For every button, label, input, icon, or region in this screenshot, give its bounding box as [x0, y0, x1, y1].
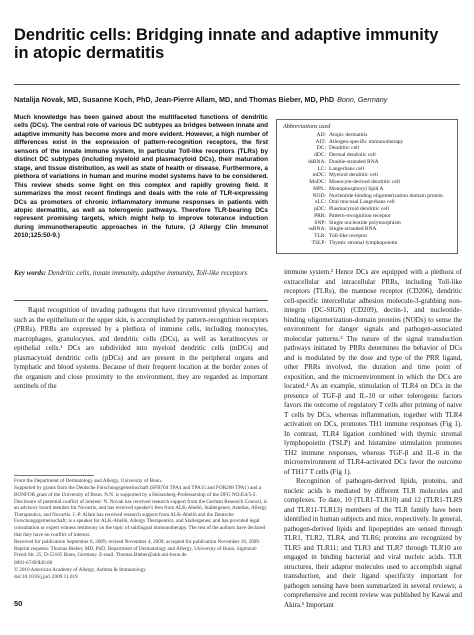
footnote-affiliation: From the Department of Dermatology and Allergy, University of Bonn. — [14, 478, 163, 484]
abbreviation-row — [277, 152, 457, 159]
abbreviation-term: LC: — [317, 165, 326, 172]
abbreviation-row — [277, 166, 457, 173]
footnote-copyright: © 2010 American Academy of Allergy, Asthma & Immunology — [14, 566, 146, 573]
keywords-divider — [14, 300, 268, 301]
abbreviation-term: TLR: — [314, 233, 326, 240]
abbreviation-definition: Monocyte-derived dendritic cell — [329, 179, 400, 186]
abbreviation-definition: Thymic stromal lymphopoietin — [329, 239, 398, 246]
abbreviation-term: DC: — [316, 145, 326, 152]
title-divider — [14, 84, 460, 85]
abbreviation-definition: Atopic dermatitis — [329, 132, 368, 138]
body-paragraph: Rapid recognition of invading pathogens that have circumvented physical barriers, such as the epithelium or the upper skin, is accomplished by pattern-recognition receptors (PRRs). PRRs are expressed by a plethora of immune cells, including monocytes, macrophages, granulocytes, and dendritic cells (DCs), as well as keratinocytes or epithelial cells.¹ DCs are subdivided into myeloid dendritic cells (mDCs) and plasmacytoid dendritic cells (pDCs) and are present in the peripheral organs and lymphatic and blood systems. Because of their frequent location at the border zones of the organism and close proximity to the environment, they are regarded as important sentinels of the — [14, 306, 268, 390]
body-right-column — [284, 268, 462, 610]
abbreviation-definition: Myeloid dendritic cell — [329, 172, 378, 179]
abbreviation-term: mDC: — [312, 172, 326, 179]
abbreviation-term: SNP: — [314, 219, 326, 226]
abbreviation-definition: Pattern-recognition receptor — [329, 212, 391, 219]
abbreviation-definition: Toll-like receptor — [329, 233, 368, 240]
footnote-doi: doi:10.1016/j.jaci.2009.11.019 — [14, 573, 78, 580]
author-line — [14, 95, 460, 104]
abbreviation-row — [277, 159, 457, 166]
abbreviation-row — [277, 213, 457, 220]
abbreviation-term: PRR: — [314, 212, 326, 219]
abstract: Much knowledge has been gained about the multifaceted functions of dendritic cells (DCs). The central role of various DC subtypes as bridges between innate and adaptive immunity has become more and more evident. However, a high number of differences exist in the expression of pattern-recognition receptors, the first sensors of the innate immune system, in particular Toll-like receptors (TLRs) by distinct DC subtypes (including myeloid and plasmacytoid DCs), their maturation stage, and tissue distribution, as well as state of health or disease. Furthermore, a plethora of variations in human and murine model systems have to be considered. This review sheds some light on this complex and rapidly growing field. It summarizes the most recent findings and deals with the role of TLR-expressing DCs as promoters of chronic inflammatory immune responses in patients with atopic dermatitis, as well as tolerogenic pathways. Therefore TLR-bearing DCs represent promising targets, which might help to improve tolerance induction during immunotherapeutic approaches in the future. (J Allergy Clin Immunol 2010;125:50-9.) — [14, 114, 268, 240]
abbreviation-definition: Monophosphoryl lipid A — [329, 185, 384, 192]
abbreviation-definition: Plasmacytoid dendritic cell — [329, 206, 389, 213]
authors: Natalija Novak, MD, Susanne Koch, PhD, Jean-Pierre Allam, MD, and Thomas Bieber, MD, PhD — [14, 95, 335, 104]
abbreviation-definition: Single-stranded RNA — [329, 226, 377, 233]
abbreviation-row — [277, 139, 457, 146]
abbreviation-term: dsRNA: — [307, 158, 326, 165]
keywords-label: Key words: — [14, 269, 47, 277]
body-paragraph: Recognition of pathogen-derived lipids, proteins, and nucleic acids is mediated by different TLR molecules and complexes. To date, 10 (TLR1-TLR10) and 12 (TLR1-TLR9 and TLR11-TLR13) members of the TLR family have been identified in human subjects and mice, respectively. In general, pathogen-derived lipids and lipopeptides are sensed through TLR1, TLR2, TLR4, and TLR6; proteins are recognized by TLR5 and TLR11; and TLR3 and TLR7 through TLR10 are engaged in binding bacterial and viral nucleic acids. TLR structures, their adaptor molecules used to accomplish signal transduction, and their ligand specificity important for pathogen sensing have been summarized in several reviews; a comprehensive and recent review was published by Kawai and Akira.⁵ Important — [284, 477, 462, 609]
body-left-column — [14, 306, 268, 392]
footnote-reprints: Reprint requests: Thomas Bieber, MD, PhD, Department of Dermatology and Allergy, University of Bonn, Sigmund-Freud-Str. 25, D-53105 Bonn, Germany. E-mail: Thomas.Bieber@ukb.uni-bonn.de. — [14, 545, 258, 559]
affiliation: Bonn, Germany — [337, 95, 388, 104]
abbreviation-definition: Dermal dendritic cell — [329, 152, 376, 159]
footnote-issn: 0091-6749/$36.00 — [14, 559, 53, 566]
abbreviations-heading: Abbreviations used — [283, 123, 331, 130]
abbreviation-term: ssRNA: — [308, 226, 326, 233]
abbreviation-row — [277, 132, 457, 139]
abbreviation-definition: Dendritic cell — [329, 145, 360, 152]
abbreviation-term: oLC: — [314, 199, 326, 206]
abbreviation-row — [277, 226, 457, 233]
abbreviation-definition: Oral mucosal Langerhans cell — [329, 199, 395, 206]
page-number: 50 — [14, 599, 23, 608]
abbreviation-definition: Single nucleotide polymorphism — [329, 219, 401, 226]
abbreviation-term: MPL: — [313, 185, 326, 192]
abbreviation-term: TSLP: — [311, 239, 326, 246]
abbreviation-row — [277, 240, 457, 247]
abbreviation-definition: Allergen-specific immunotherapy — [329, 138, 404, 145]
abbreviation-row — [277, 193, 457, 200]
footnotes — [14, 478, 268, 581]
abbreviation-term: AD: — [316, 132, 326, 138]
abbreviation-row — [277, 179, 457, 186]
abbreviation-definition: Double-stranded RNA — [329, 158, 379, 165]
abbreviation-definition: Langerhans cell — [329, 165, 364, 172]
abbreviations-box — [276, 119, 458, 254]
footnote-disclosure: Disclosure of potential conflict of interest: N. Novak has received research support from the German Research Council, is an advisory board member for Novartis, and has received speaker's fees from ALK-Abelló, Stallergenes, Astellas, Allergy Therapeutics, and Novartis. J.-P. Allam has received research support from ALK-Abelló and the Deutsche Forschungsgemeinschaft; is a speaker for ALK-Abelló, Allergy Therapeutics, and Stallergenes; and has provided legal consultation or expert witness testimony on the topic of sublingual immunotherapy. The rest of the authors have declared that they have no conflict of interest. — [14, 498, 268, 538]
abbreviation-row — [277, 206, 457, 213]
abbreviation-term: NOD: — [312, 192, 326, 199]
abbreviation-term: dDC: — [314, 152, 326, 159]
keywords-text: Dendritic cells, innate immunity, adaptive immunity, Toll-like receptors — [47, 269, 248, 277]
keywords — [14, 269, 268, 278]
abbreviation-row — [277, 172, 457, 179]
footnote-divider — [14, 475, 94, 476]
abbreviations-list — [277, 132, 457, 246]
abbreviation-term: pDC: — [314, 206, 326, 213]
article-title: Dendritic cells: Bridging innate and adaptive immunity in atopic dermatitis — [14, 26, 439, 62]
abbreviation-row — [277, 186, 457, 193]
abbreviation-row — [277, 233, 457, 240]
body-paragraph: immune system.² Hence DCs are equipped with a plethora of extracellular and intracellular PRRs, including Toll-like receptors (TLRs), the mannose receptor (CD206), dendritic cell-specific intercellular adhesion molecule-3-grabbing non-integrin (DC-SIGN) (CD209), dectin-1, and nucleotide-binding oligomerization-domain proteins (NODs) to sense the environment for danger signals and pathogen-associated molecular patterns.³ The nature of the signal transduction pathways initiated by PRRs determines the behavior of DCs and is modulated by the dose and type of the PRR ligand, other PRRs involved, the duration and time point of exposition, and the microenvironment in which the DCs are located.⁴ As an example, stimulation of TLR4 on DCs in the presence of TGF-β and IL-10 or other tolerogenic factors favors the outcome of regulatory T cells after priming of naive T cells by DCs, whereas inflammation, together with TLR4 activation on DCs, promotes TH1 immune responses (Fig 1). In contrast, TLR4 ligation combined with thymic stromal lymphopoietin (TSLP) and histamine stimulation promotes TH2 immune responses, whereas TGF-β and IL-6 in the microenvironment of TLR4-activated DCs favor the outcome of TH17 T cells (Fig 1). — [284, 268, 462, 476]
abbreviation-row — [277, 220, 457, 227]
abbreviation-row — [277, 199, 457, 206]
footnote-funding: Supported by grants from the Deutsche Forschungsgemeinschaft (SFB704 TPA4 and TPA15 and FOR208 TPA1) and a BONFOR grant of the University of Bonn. N.N. is supported by a Heisenberg-Professorship of the DFG NO454/5-2. — [14, 485, 262, 498]
abbreviation-row — [277, 145, 457, 152]
abbreviation-term: MoDC: — [309, 179, 326, 186]
abbreviation-term: AIT: — [315, 138, 326, 145]
abbreviation-definition: Nucleotide-binding oligomerization domain protein — [329, 192, 443, 199]
footnote-received: Received for publication September 8, 2009; revised November 4, 2009; accepted for publication November 16, 2009. — [14, 538, 261, 545]
